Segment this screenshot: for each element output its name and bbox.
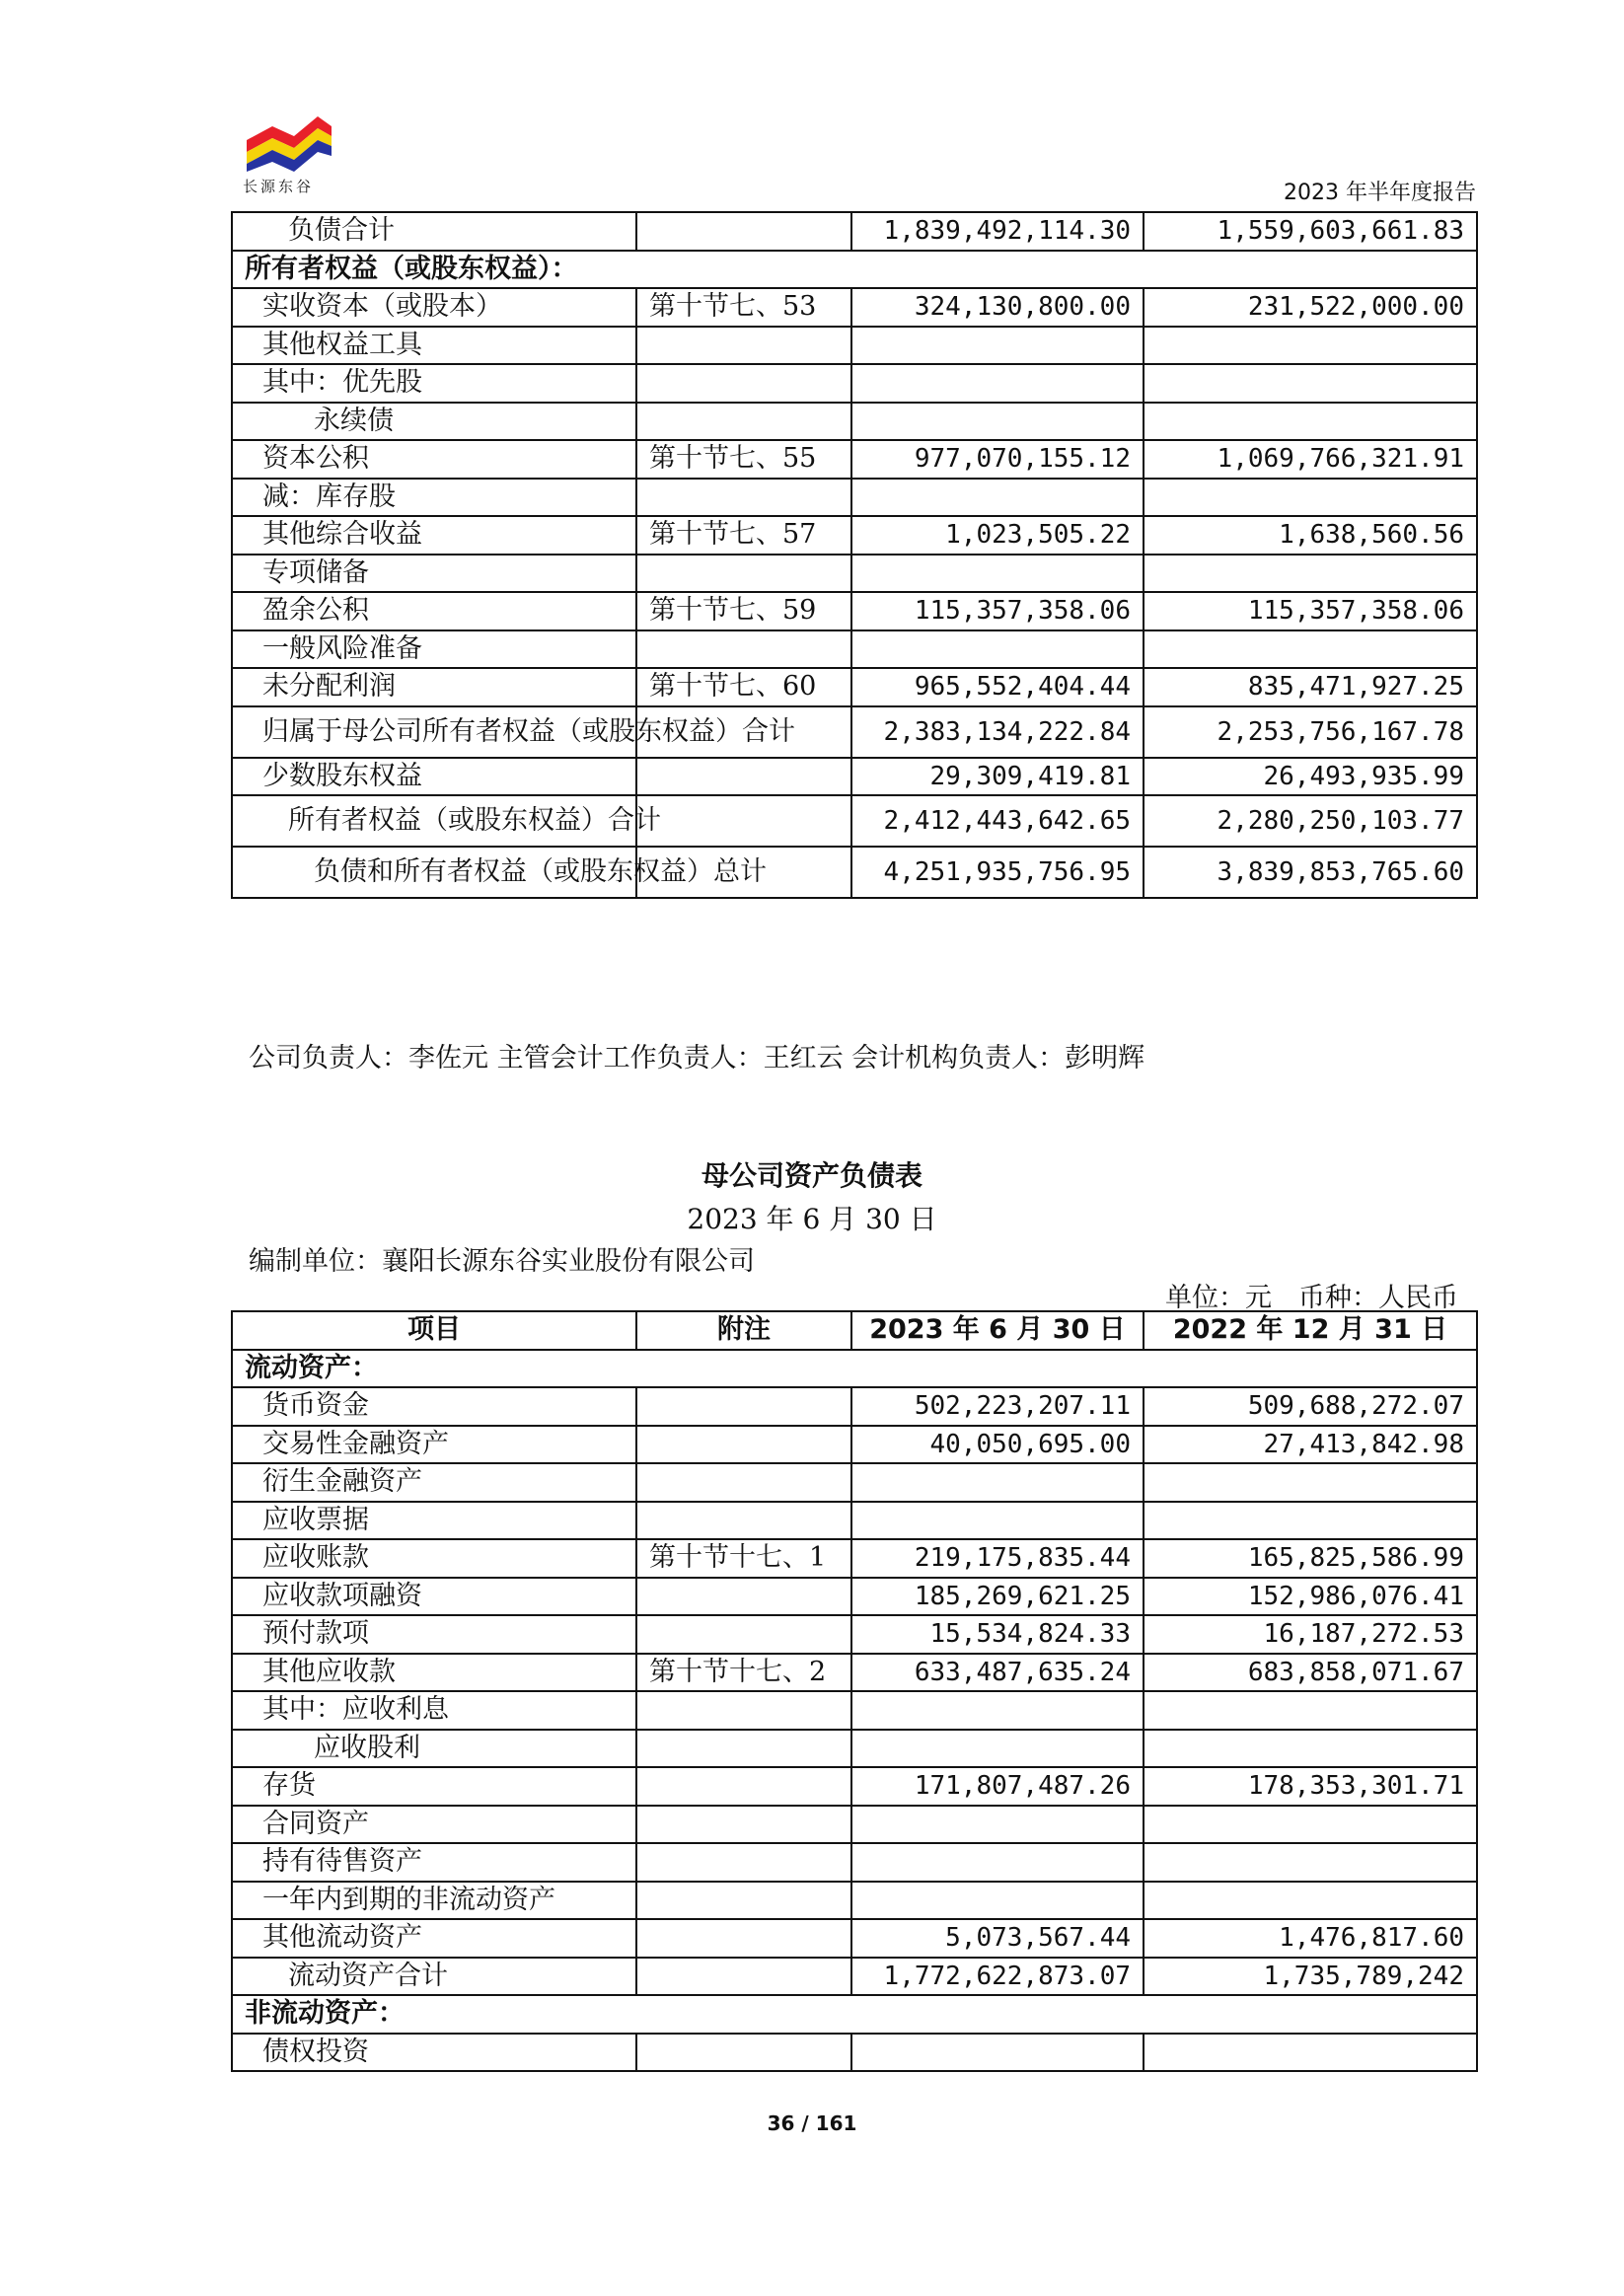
row-value-previous <box>1144 555 1477 593</box>
row-value-previous <box>1144 1843 1477 1882</box>
row-note: 第十节七、59 <box>636 592 851 630</box>
table-row <box>232 1502 1477 1540</box>
table-row <box>232 668 1477 706</box>
compiling-unit: 编制单位：襄阳长源东谷实业股份有限公司 <box>249 1246 755 1277</box>
equity-table <box>231 211 1478 899</box>
table-row <box>232 1350 1477 1388</box>
table-row <box>232 1539 1477 1578</box>
row-item-label: 实收资本（或股本） <box>232 288 636 327</box>
row-item-label: 一年内到期的非流动资产 <box>232 1882 636 1920</box>
row-value-current: 2,412,443,642.65 <box>851 795 1144 847</box>
row-item-label: 合同资产 <box>232 1806 636 1844</box>
row-item-label: 所有者权益（或股东权益）合计 <box>232 795 636 847</box>
row-value-current <box>851 1502 1144 1540</box>
table-row <box>232 1578 1477 1616</box>
header-previous: 2022 年 12 月 31 日 <box>1144 1311 1477 1350</box>
parent-sheet-date: 2023 年 6 月 30 日 <box>687 1203 937 1235</box>
row-item-label: 衍生金融资产 <box>232 1463 636 1502</box>
row-note <box>636 758 851 796</box>
row-item-label: 货币资金 <box>232 1387 636 1426</box>
row-note: 第十节七、57 <box>636 516 851 555</box>
header-note: 附注 <box>636 1311 851 1350</box>
row-note <box>636 1767 851 1806</box>
table-row <box>232 327 1477 365</box>
table-row <box>232 1730 1477 1768</box>
row-value-previous: 1,476,817.60 <box>1144 1919 1477 1958</box>
table-row <box>232 251 1477 289</box>
table-row <box>232 1654 1477 1692</box>
row-value-current: 1,023,505.22 <box>851 516 1144 555</box>
row-value-current: 633,487,635.24 <box>851 1654 1144 1692</box>
table-row <box>232 1426 1477 1464</box>
currency-unit: 单位：元 币种：人民币 <box>1165 1283 1458 1313</box>
row-value-previous: 683,858,071.67 <box>1144 1654 1477 1692</box>
row-value-current: 2,383,134,222.84 <box>851 706 1144 758</box>
row-note <box>636 1615 851 1654</box>
logo-wave-icon <box>243 111 341 172</box>
table-row <box>232 1767 1477 1806</box>
row-note: 第十节十七、2 <box>636 1654 851 1692</box>
table-row <box>232 1995 1477 2034</box>
page-number: 36 / 161 <box>767 2111 857 2135</box>
row-note <box>636 630 851 669</box>
row-note: 第十节七、60 <box>636 668 851 706</box>
row-item-label: 减：库存股 <box>232 479 636 517</box>
logo-text: 长源东谷 <box>243 178 315 195</box>
company-logo <box>243 111 341 199</box>
table-row <box>232 592 1477 630</box>
row-value-previous: 115,357,358.06 <box>1144 592 1477 630</box>
row-value-previous: 2,280,250,103.77 <box>1144 795 1477 847</box>
row-value-current: 5,073,567.44 <box>851 1919 1144 1958</box>
row-note <box>636 2034 851 2072</box>
row-item-label: 资本公积 <box>232 440 636 479</box>
row-note: 第十节十七、1 <box>636 1539 851 1578</box>
row-value-previous <box>1144 1806 1477 1844</box>
table-row <box>232 440 1477 479</box>
row-value-previous: 26,493,935.99 <box>1144 758 1477 796</box>
row-value-current <box>851 479 1144 517</box>
row-value-previous: 509,688,272.07 <box>1144 1387 1477 1426</box>
row-value-current: 185,269,621.25 <box>851 1578 1144 1616</box>
row-item-label: 盈余公积 <box>232 592 636 630</box>
table-row <box>232 1387 1477 1426</box>
row-value-previous: 165,825,586.99 <box>1144 1539 1477 1578</box>
parent-sheet-title: 母公司资产负债表 <box>701 1159 923 1192</box>
row-value-previous <box>1144 1882 1477 1920</box>
section-heading: 非流动资产： <box>232 1995 1477 2034</box>
row-item-label: 其他应收款 <box>232 1654 636 1692</box>
table-row <box>232 1806 1477 1844</box>
row-note <box>636 479 851 517</box>
row-value-current <box>851 1806 1144 1844</box>
row-value-current <box>851 1730 1144 1768</box>
row-value-current <box>851 403 1144 441</box>
row-value-current: 977,070,155.12 <box>851 440 1144 479</box>
table-row <box>232 1958 1477 1996</box>
row-value-current: 965,552,404.44 <box>851 668 1144 706</box>
table-row <box>232 1919 1477 1958</box>
table-row <box>232 758 1477 796</box>
table-row <box>232 706 1477 758</box>
table-row <box>232 555 1477 593</box>
row-note <box>636 327 851 365</box>
row-note: 第十节七、55 <box>636 440 851 479</box>
row-value-previous <box>1144 1502 1477 1540</box>
row-item-label: 应收票据 <box>232 1502 636 1540</box>
row-value-current: 502,223,207.11 <box>851 1387 1144 1426</box>
row-value-current <box>851 1463 1144 1502</box>
header-current: 2023 年 6 月 30 日 <box>851 1311 1144 1350</box>
row-note <box>636 1843 851 1882</box>
row-note <box>636 1387 851 1426</box>
row-item-label: 负债合计 <box>232 212 636 251</box>
row-item-label: 其中：优先股 <box>232 364 636 403</box>
row-value-previous: 1,069,766,321.91 <box>1144 440 1477 479</box>
table-row <box>232 1843 1477 1882</box>
row-value-current <box>851 630 1144 669</box>
table-row <box>232 516 1477 555</box>
row-value-current: 40,050,695.00 <box>851 1426 1144 1464</box>
table-header-row <box>232 1311 1477 1350</box>
row-value-current: 324,130,800.00 <box>851 288 1144 327</box>
table-row <box>232 1463 1477 1502</box>
row-item-label: 预付款项 <box>232 1615 636 1654</box>
row-item-label: 其中：应收利息 <box>232 1691 636 1730</box>
row-value-previous <box>1144 327 1477 365</box>
row-value-current <box>851 2034 1144 2072</box>
row-note <box>636 1882 851 1920</box>
row-item-label: 债权投资 <box>232 2034 636 2072</box>
row-value-current: 4,251,935,756.95 <box>851 847 1144 898</box>
row-note <box>636 1463 851 1502</box>
row-note <box>636 1919 851 1958</box>
row-item-label: 交易性金融资产 <box>232 1426 636 1464</box>
row-item-label: 一般风险准备 <box>232 630 636 669</box>
row-item-label: 负债和所有者权益（或股东权益）总计 <box>232 847 636 898</box>
row-value-current: 15,534,824.33 <box>851 1615 1144 1654</box>
row-note <box>636 1502 851 1540</box>
table-row <box>232 1691 1477 1730</box>
row-item-label: 其他综合收益 <box>232 516 636 555</box>
report-title: 2023 年半年度报告 <box>1284 181 1476 205</box>
header-item: 项目 <box>232 1311 636 1350</box>
table-row <box>232 364 1477 403</box>
row-item-label: 持有待售资产 <box>232 1843 636 1882</box>
parent-balance-sheet-table <box>231 1310 1478 2072</box>
row-value-previous <box>1144 630 1477 669</box>
row-item-label: 应收股利 <box>232 1730 636 1768</box>
row-note <box>636 795 851 847</box>
row-value-previous: 835,471,927.25 <box>1144 668 1477 706</box>
row-item-label: 应收款项融资 <box>232 1578 636 1616</box>
row-item-label: 未分配利润 <box>232 668 636 706</box>
row-item-label: 永续债 <box>232 403 636 441</box>
row-value-previous <box>1144 2034 1477 2072</box>
table-row <box>232 212 1477 251</box>
row-value-current: 1,839,492,114.30 <box>851 212 1144 251</box>
row-value-current: 171,807,487.26 <box>851 1767 1144 1806</box>
table-row <box>232 795 1477 847</box>
row-value-previous <box>1144 1463 1477 1502</box>
row-value-current <box>851 555 1144 593</box>
row-value-current <box>851 1843 1144 1882</box>
section-heading: 所有者权益（或股东权益）： <box>232 251 1477 289</box>
row-value-previous: 27,413,842.98 <box>1144 1426 1477 1464</box>
row-value-current <box>851 1882 1144 1920</box>
row-note <box>636 212 851 251</box>
row-value-previous: 16,187,272.53 <box>1144 1615 1477 1654</box>
row-value-previous <box>1144 479 1477 517</box>
row-value-previous <box>1144 403 1477 441</box>
row-value-previous: 1,559,603,661.83 <box>1144 212 1477 251</box>
row-note: 第十节七、53 <box>636 288 851 327</box>
row-value-current: 219,175,835.44 <box>851 1539 1144 1578</box>
row-value-current <box>851 327 1144 365</box>
row-value-previous: 152,986,076.41 <box>1144 1578 1477 1616</box>
row-value-previous <box>1144 1730 1477 1768</box>
section-heading: 流动资产： <box>232 1350 1477 1388</box>
table-row <box>232 847 1477 898</box>
row-note <box>636 1958 851 1996</box>
row-item-label: 存货 <box>232 1767 636 1806</box>
table-row <box>232 403 1477 441</box>
row-note <box>636 1806 851 1844</box>
row-value-previous: 1,735,789,242 <box>1144 1958 1477 1996</box>
table-row <box>232 288 1477 327</box>
row-value-previous: 231,522,000.00 <box>1144 288 1477 327</box>
table-row <box>232 1615 1477 1654</box>
table-row <box>232 479 1477 517</box>
row-note <box>636 1578 851 1616</box>
row-value-current: 1,772,622,873.07 <box>851 1958 1144 1996</box>
row-value-previous: 1,638,560.56 <box>1144 516 1477 555</box>
row-value-previous <box>1144 1691 1477 1730</box>
table-row <box>232 1882 1477 1920</box>
row-value-previous: 2,253,756,167.78 <box>1144 706 1477 758</box>
responsible-persons: 公司负责人：李佐元 主管会计工作负责人：王红云 会计机构负责人：彭明辉 <box>249 1043 1145 1074</box>
row-item-label: 归属于母公司所有者权益（或股东权益）合计 <box>232 706 636 758</box>
row-value-current: 115,357,358.06 <box>851 592 1144 630</box>
row-item-label: 应收账款 <box>232 1539 636 1578</box>
row-item-label: 专项储备 <box>232 555 636 593</box>
row-item-label: 少数股东权益 <box>232 758 636 796</box>
row-note <box>636 364 851 403</box>
row-note <box>636 1691 851 1730</box>
row-item-label: 其他权益工具 <box>232 327 636 365</box>
row-value-current <box>851 364 1144 403</box>
row-item-label: 其他流动资产 <box>232 1919 636 1958</box>
row-value-previous <box>1144 364 1477 403</box>
row-note <box>636 555 851 593</box>
table-row <box>232 630 1477 669</box>
table-row <box>232 2034 1477 2072</box>
row-value-previous: 3,839,853,765.60 <box>1144 847 1477 898</box>
row-value-current <box>851 1691 1144 1730</box>
row-value-current: 29,309,419.81 <box>851 758 1144 796</box>
row-item-label: 流动资产合计 <box>232 1958 636 1996</box>
row-note <box>636 1730 851 1768</box>
row-value-previous: 178,353,301.71 <box>1144 1767 1477 1806</box>
row-note <box>636 1426 851 1464</box>
row-note <box>636 403 851 441</box>
